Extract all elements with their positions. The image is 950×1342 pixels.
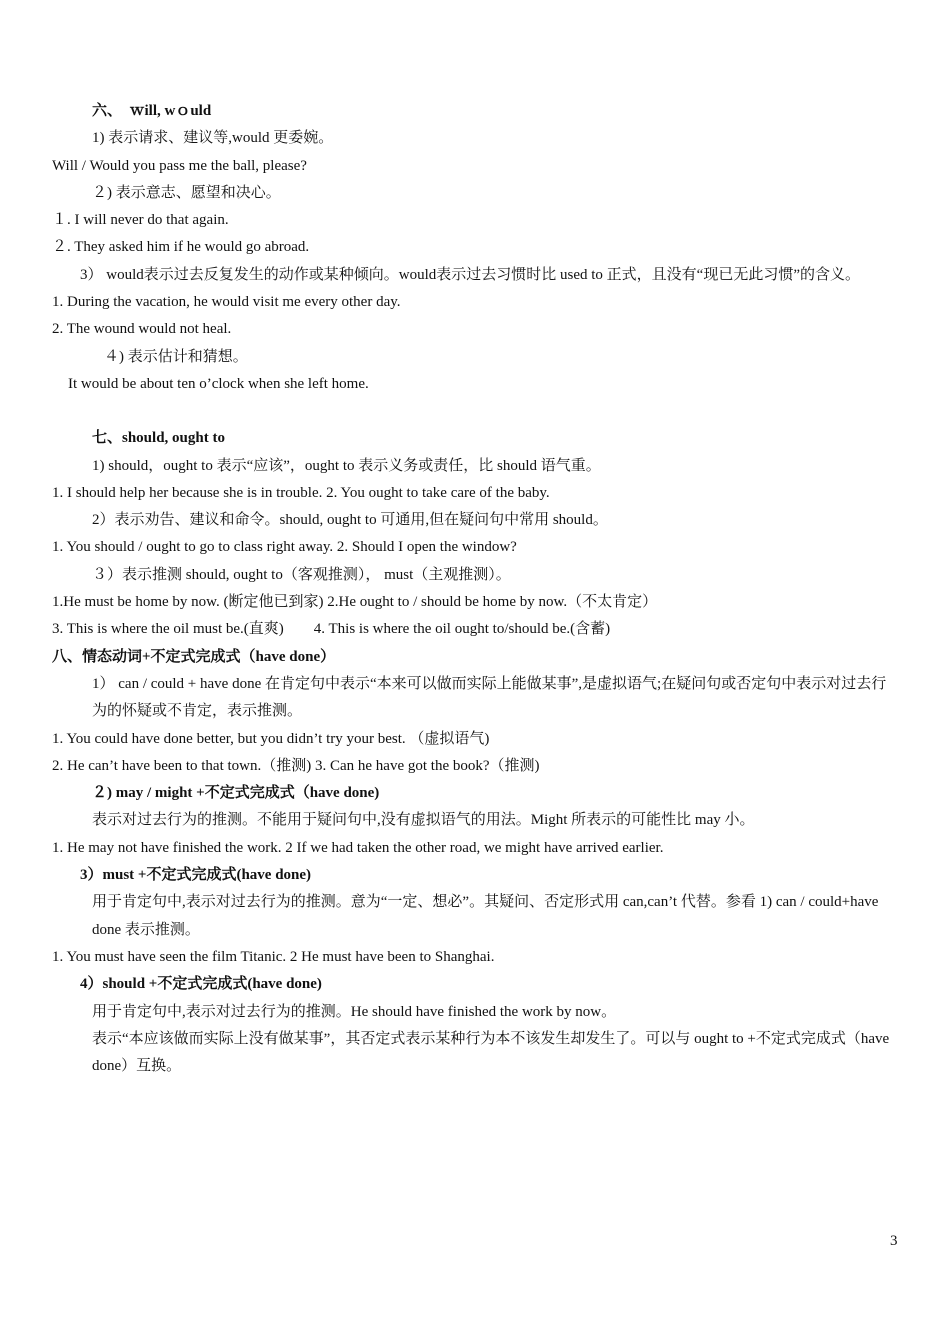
subheading-line: ２) may / might +不定式完成式（have done) — [92, 785, 380, 802]
example-line: 1. He may not have finished the work. 2 If we had taken the other road, we might have arrived earlier. — [52, 839, 664, 856]
example-line: 1.He must be home by now. (断定他已到家) 2.He ought to / should be home by now.（不太肯定） — [52, 594, 658, 611]
text-paragraph: 3） would表示过去反复发生的动作或某种倾向。would表示过去习惯时比 used to 正式，且没有“现已无此习惯”的含义。 — [80, 266, 860, 283]
example-line: Will / Would you pass me the ball, please? — [52, 157, 307, 174]
text-line: 2）表示劝告、建议和命令。should, ought to 可通用,但在疑问句中常用 should。 — [92, 512, 608, 529]
example-line: 1. During the vacation, he would visit me every other day. — [52, 294, 401, 311]
text-line: 表示对过去行为的推测。不能用于疑问句中,没有虚拟语气的用法。Might 所表示的可能性比 may 小。 — [92, 812, 755, 829]
section-heading-7: 七、should, ought to — [92, 430, 225, 447]
text-line: ４) 表示估计和猜想。 — [104, 348, 248, 365]
example-line: 1. You should / ought to go to class right away. 2. Should I open the window? — [52, 539, 517, 556]
blank-line — [52, 398, 898, 425]
example-line: 3. This is where the oil must be.(直爽) 4. This is where the oil ought to/should be.(含蓄) — [52, 621, 611, 638]
text-line: ２) 表示意志、愿望和决心。 — [92, 184, 281, 201]
section-heading-6: 六、 ｗill, wｏuld — [92, 103, 212, 119]
subheading-line: 3）must +不定式完成式(have done) — [80, 867, 312, 884]
example-line: ２. They asked him if he would go abroad. — [52, 239, 310, 256]
example-line: 1. I should help her because she is in trouble. 2. You ought to take care of the baby. — [52, 484, 550, 501]
text-line: 1) should，ought to 表示“应该”，ought to 表示义务或责任，比 should 语气重。 — [92, 457, 601, 474]
subheading-line: 4）should +不定式完成式(have done) — [80, 976, 322, 993]
example-line: 2. He can’t have been to that town.（推测) 3. Can he have got the book?（推测) — [52, 757, 540, 774]
text-paragraph: 1） can / could + have done 在肯定句中表示“本来可以做而实际上能做某事”,是虚拟语气;在疑问句或否定句中表示对过去行为的怀疑或不肯定，表示推测。 — [92, 675, 887, 720]
example-line: 2. The wound would not heal. — [52, 321, 232, 338]
example-line: １. I will never do that again. — [52, 212, 229, 229]
text-line: 1) 表示请求、建议等,would 更委婉。 — [92, 130, 334, 147]
text-line: ３）表示推测 should, ought to（客观推测）， must（主观推测）。 — [92, 566, 511, 583]
text-paragraph: 用于肯定句中,表示对过去行为的推测。意为“一定、想必”。其疑问、否定形式用 can,can’t 代替。参看 1) can / could+have done 表示推测。 — [92, 894, 879, 938]
example-line: 1. You must have seen the film Titanic. 2 He must have been to Shanghai. — [52, 948, 495, 965]
text-line: 用于肯定句中,表示对过去行为的推测。He should have finished the work by now。 — [92, 1003, 617, 1020]
section-heading-8: 八、情态动词+不定式完成式（have done） — [52, 648, 336, 665]
page-number: 3 — [890, 1233, 898, 1249]
document-page — [52, 98, 898, 1080]
example-line: It would be about ten o’clock when she left home. — [68, 375, 369, 392]
text-paragraph: 表示“本应该做而实际上没有做某事”，其否定式表示某种行为本不该发生却发生了。可以与 ought to +不定式完成式（have done）互换。 — [92, 1030, 890, 1075]
example-line: 1. You could have done better, but you didn’t try your best. （虚拟语气) — [52, 730, 490, 747]
